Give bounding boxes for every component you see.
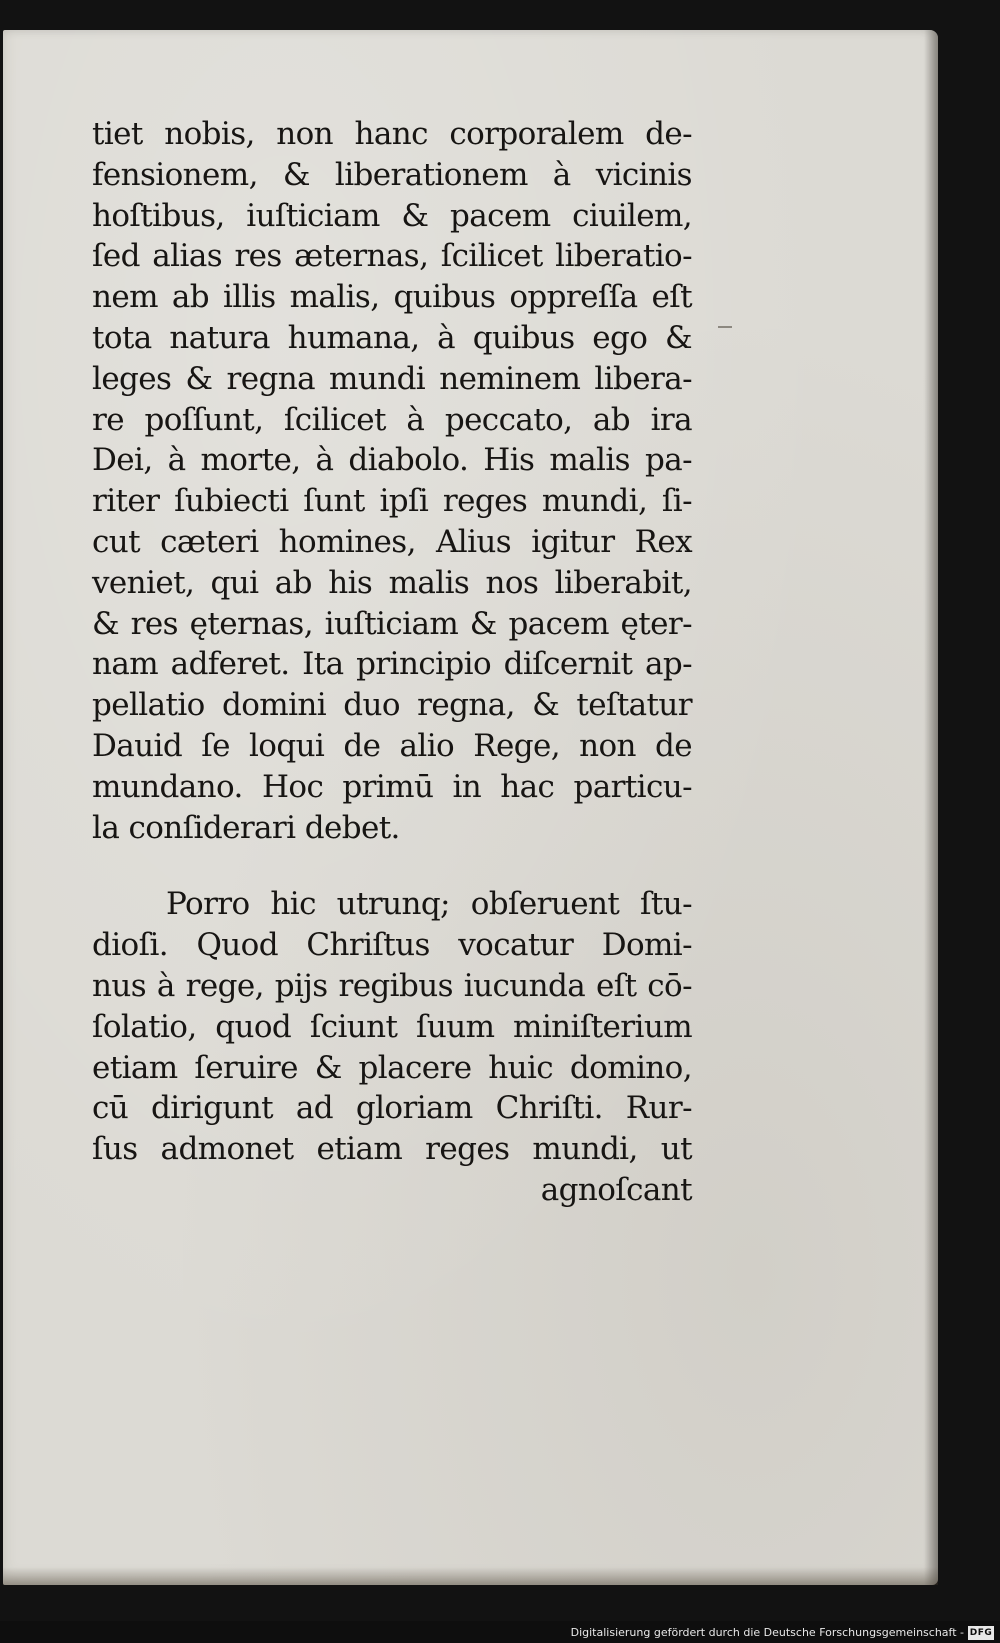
text-line: mundano. Hoc primū in hac particu- xyxy=(92,768,692,805)
page-bottom-shadow xyxy=(3,1567,938,1585)
text-block xyxy=(92,114,692,1211)
paragraph-1 xyxy=(92,114,692,848)
paragraph-2 xyxy=(92,884,692,1210)
text-line: tota natura humana, à quibus ego & xyxy=(92,319,692,356)
text-line: nam adferet. Ita principio diſcernit ap- xyxy=(92,646,692,683)
text-line: la conſiderari debet. xyxy=(92,809,400,846)
text-line: etiam ſeruire & placere huic domino, xyxy=(92,1049,692,1086)
text-line: leges & regna mundi neminem libera- xyxy=(92,360,692,397)
text-line: Dei, à morte, à diabolo. His malis pa- xyxy=(92,442,692,479)
text-line: hoſtibus, iuſticiam & pacem ciuilem, xyxy=(92,197,692,234)
text-line: Porro hic utrunq; obſeruent ſtu- xyxy=(166,886,692,923)
text-line: ſed alias res æternas, ſcilicet liberatio- xyxy=(92,238,692,275)
text-line: cū dirigunt ad gloriam Chriſti. Rur- xyxy=(92,1090,692,1127)
text-line: fensionem, & liberationem à vicinis xyxy=(92,156,692,193)
dfg-logo-icon: DFG xyxy=(969,1628,993,1638)
text-line: pellatio domini duo regna, & teſtatur xyxy=(92,687,692,724)
text-line: riter ſubiecti ſunt ipſi reges mundi, ſi- xyxy=(92,483,692,520)
text-line: nem ab illis malis, quibus oppreſſa eſt xyxy=(92,279,692,316)
text-line: nus à rege, pijs regibus iucunda eſt cō- xyxy=(92,967,692,1004)
text-line: veniet, qui ab his malis nos liberabit, xyxy=(92,564,692,601)
text-line: & res ęternas, iuſticiam & pacem ęter- xyxy=(92,605,692,642)
page-edge-shadow xyxy=(924,30,938,1585)
text-line: dioſi. Quod Chriſtus vocatur Domi- xyxy=(92,927,692,964)
margin-mark xyxy=(718,326,732,328)
text-line: ſolatio, quod ſciunt ſuum miniſterium xyxy=(92,1008,692,1045)
text-line: cut cæteri homines, Alius igitur Rex xyxy=(92,523,692,560)
text-line: tiet nobis, non hanc corporalem de- xyxy=(92,116,692,152)
paragraph-gap xyxy=(92,848,692,884)
digitization-credit: Digitalisierung gefördert durch die Deutsche Forschungsgemeinschaft - xyxy=(570,1626,964,1639)
text-line: ſus admonet etiam reges mundi, ut xyxy=(92,1131,692,1168)
footer-bar xyxy=(0,1621,1000,1643)
text-line: re poſſunt, ſcilicet à peccato, ab ira xyxy=(92,401,692,438)
catchword: agnoſcant xyxy=(540,1171,692,1208)
text-line: Dauid ſe loqui de alio Rege, non de xyxy=(92,727,692,764)
